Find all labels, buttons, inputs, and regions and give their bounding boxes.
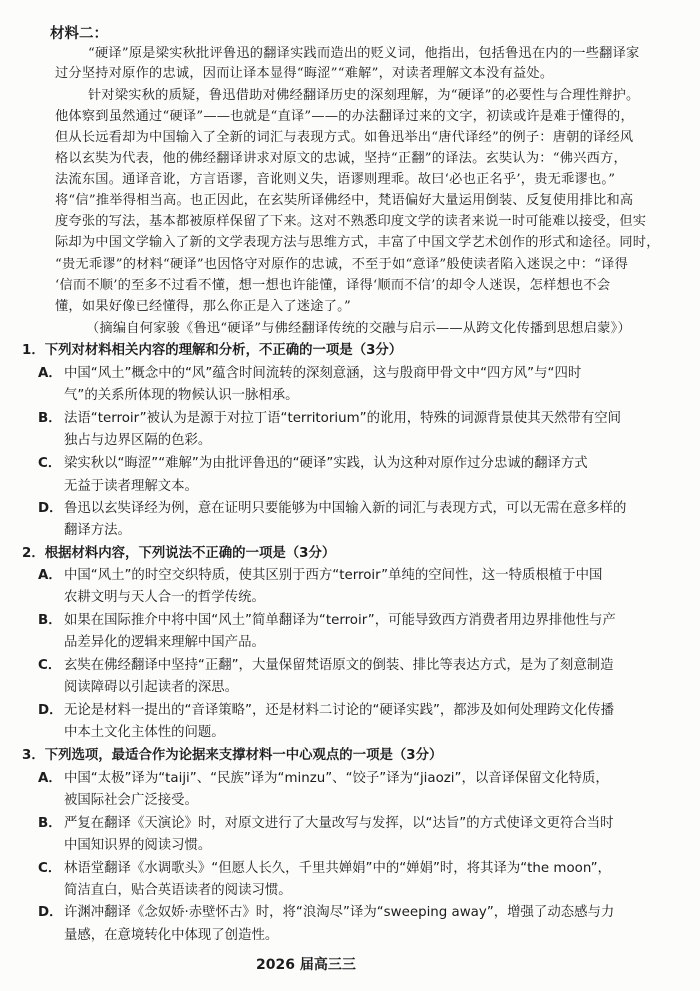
- passage-line: 他体察到虽然通过“硬译”——也就是“直译”——的办法翻译过来的文字，初读或许是难于懂得的，: [55, 109, 634, 124]
- q1-option-b-text-cont: 独占与边界区隔的色彩。: [64, 433, 212, 448]
- passage-line: 但从长远看却为中国输入了全新的词汇与表现方式。如鲁迅举出“唐代译经”的例子：唐朝的译经风: [55, 130, 634, 145]
- q3-option-a-text: 中国“太极”译为“taiji”、“民族”译为“minzu”、“饺子”译为“jiaozi”，以音译保留文化特质，: [64, 771, 609, 786]
- q3-option-b-text-cont: 中国知识界的阅读习惯。: [64, 838, 212, 853]
- q3-option-b-letter: B．: [38, 816, 62, 831]
- q1-option-a-text-cont: 气”的关系所体现的物候认识一脉相承。: [64, 388, 299, 403]
- q1-option-c-text: 梁实秋以“晦涩”“难解”为由批评鲁迅的“硬译”实践，认为这种对原作过分忠诚的翻译方式: [64, 456, 588, 471]
- passage-line: 格以玄奘为代表，他的佛经翻译讲求对原文的忠诚，坚持“正翻”的译法。玄奘认为：“佛兴西方，: [55, 151, 627, 166]
- passage-line: 懂，如果好像已经懂得，那么你正是入了迷途了。”: [55, 299, 352, 314]
- q3-option-c-letter: C．: [38, 861, 62, 876]
- passage-line: ‘信而不顺’的至多不过看不懂，想一想也许能懂，译得‘顺而不信’的却令人迷误，怎样想也不会: [55, 278, 611, 293]
- passage-line: “贵无乖谬”的材料“硬译”也因恪守对原作的忠诚，不至于如“意译”般使读者陷入迷误之中：“译得: [55, 257, 629, 272]
- passage-line: 将“信”推举得相当高。也正因此，在玄奘所译佛经中，梵语偏好大量运用倒装、反复使用排比和高: [55, 193, 634, 208]
- q1-option-c-text-cont: 无益于读者理解文本。: [64, 479, 198, 494]
- q2-option-c-letter: C．: [38, 658, 62, 673]
- q1-option-b-text: 法语“terroir”被认为是源于对拉丁语“territorium”的讹用，特殊的词源背景使其天然带有空间: [64, 411, 621, 426]
- q2-option-b-letter: B．: [38, 613, 62, 628]
- q2-option-b-text-cont: 品差异化的逻辑来理解中国产品。: [64, 635, 265, 650]
- passage-line: 过分坚持对原作的忠诚，因而让译本显得“晦涩”“难解”，对读者理解文本没有益处。: [55, 66, 554, 81]
- q1-option-a-text: 中国“风土”概念中的“风”蕴含时间流转的深刻意涵，这与殷商甲骨文中“四方风”与“四时: [64, 366, 582, 381]
- q1-option-d-letter: D．: [38, 501, 63, 516]
- q3-option-a-letter: A．: [38, 771, 62, 786]
- source-note: （摘编自何家骏《鲁迅“硬译”与佛经翻译传统的交融与启示——从跨文化传播到思想启蒙》）: [86, 321, 631, 336]
- q1-option-d-text: 鲁迅以玄奘译经为例，意在证明只要能够为中国输入新的词汇与表现方式，可以无需在意多样的: [64, 501, 627, 516]
- page-footer: 2026 届高三三: [256, 957, 356, 973]
- passage-line: 度夸张的写法，基本都被原样保留了下来。这对不熟悉印度文学的读者来说一时可能难以接受，但实: [55, 214, 647, 229]
- passage-line: 法流东国。通译音讹，方言语谬，音讹则义失，语谬则理乖。故曰‘必也正名乎’，贵无乖谬也。”: [55, 172, 616, 187]
- q1-option-c-letter: C．: [38, 456, 62, 471]
- q2-option-a-letter: A．: [38, 568, 62, 583]
- question-2-stem: 2．根据材料内容，下列说法不正确的一项是（3分）: [22, 546, 336, 561]
- q2-option-a-text-cont: 农耕文明与天人合一的哲学传统。: [64, 590, 265, 605]
- passage-line: 针对梁实秋的质疑，鲁迅借助对佛经翻译历史的深刻理解，为“硬译”的必要性与合理性辩护。: [88, 88, 640, 103]
- q2-option-c-text: 玄奘在佛经翻译中坚持“正翻”，大量保留梵语原文的倒装、排比等表达方式，是为了刻意制造: [64, 658, 614, 673]
- q1-option-b-letter: B．: [38, 411, 62, 426]
- q2-option-d-letter: D．: [38, 703, 63, 718]
- passage-line: “硬译”原是梁实秋批评鲁迅的翻译实践而造出的贬义词，他指出，包括鲁迅在内的一些翻译家: [88, 46, 640, 61]
- q3-option-c-text-cont: 简洁直白，贴合英语读者的阅读习惯。: [64, 883, 292, 898]
- q3-option-d-text-cont: 量感，在意境转化中体现了创造性。: [64, 928, 279, 943]
- q3-option-b-text: 严复在翻译《天演论》时，对原文进行了大量改写与发挥，以“达旨”的方式使译文更符合当时: [64, 816, 614, 831]
- q3-option-d-text: 许渊冲翻译《念奴娇·赤壁怀古》时，将“浪淘尽”译为“sweeping away”，增强了动态感与力: [64, 905, 615, 920]
- q2-option-d-text: 无论是材料一提出的“音译策略”，还是材料二讨论的“硬译实践”，都涉及如何处理跨文化传播: [64, 703, 614, 718]
- q1-option-a-letter: A．: [38, 366, 62, 381]
- question-1-stem: 1．下列对材料相关内容的理解和分析，不正确的一项是（3分）: [22, 343, 403, 358]
- q2-option-c-text-cont: 阅读障碍以引起读者的深思。: [64, 680, 239, 695]
- q2-option-d-text-cont: 中本土文化主体性的问题。: [64, 725, 225, 740]
- question-3-stem: 3．下列选项，最适合作为论据来支撑材料一中心观点的一项是（3分）: [22, 748, 443, 763]
- material-heading: 材料二：: [50, 26, 108, 42]
- q2-option-b-text: 如果在国际推介中将中国“风土”简单翻译为“terroir”，可能导致西方消费者用边界排他性与产: [64, 613, 616, 628]
- passage-line: 际却为中国文学输入了新的文学表现方法与思维方式，丰富了中国文学艺术创作的形式和途径。同时，: [55, 235, 660, 250]
- q3-option-a-text-cont: 被国际社会广泛接受。: [64, 793, 198, 808]
- q3-option-c-text: 林语堂翻译《水调歌头》“但愿人长久，千里共婵娟”中的“婵娟”时，将其译为“the moon”，: [64, 861, 611, 876]
- q1-option-d-text-cont: 翻译方法。: [64, 523, 131, 538]
- q2-option-a-text: 中国“风土”的时空交织特质，使其区别于西方“terroir”单纯的空间性，这一特质根植于中国: [64, 568, 603, 583]
- q3-option-d-letter: D．: [38, 905, 63, 920]
